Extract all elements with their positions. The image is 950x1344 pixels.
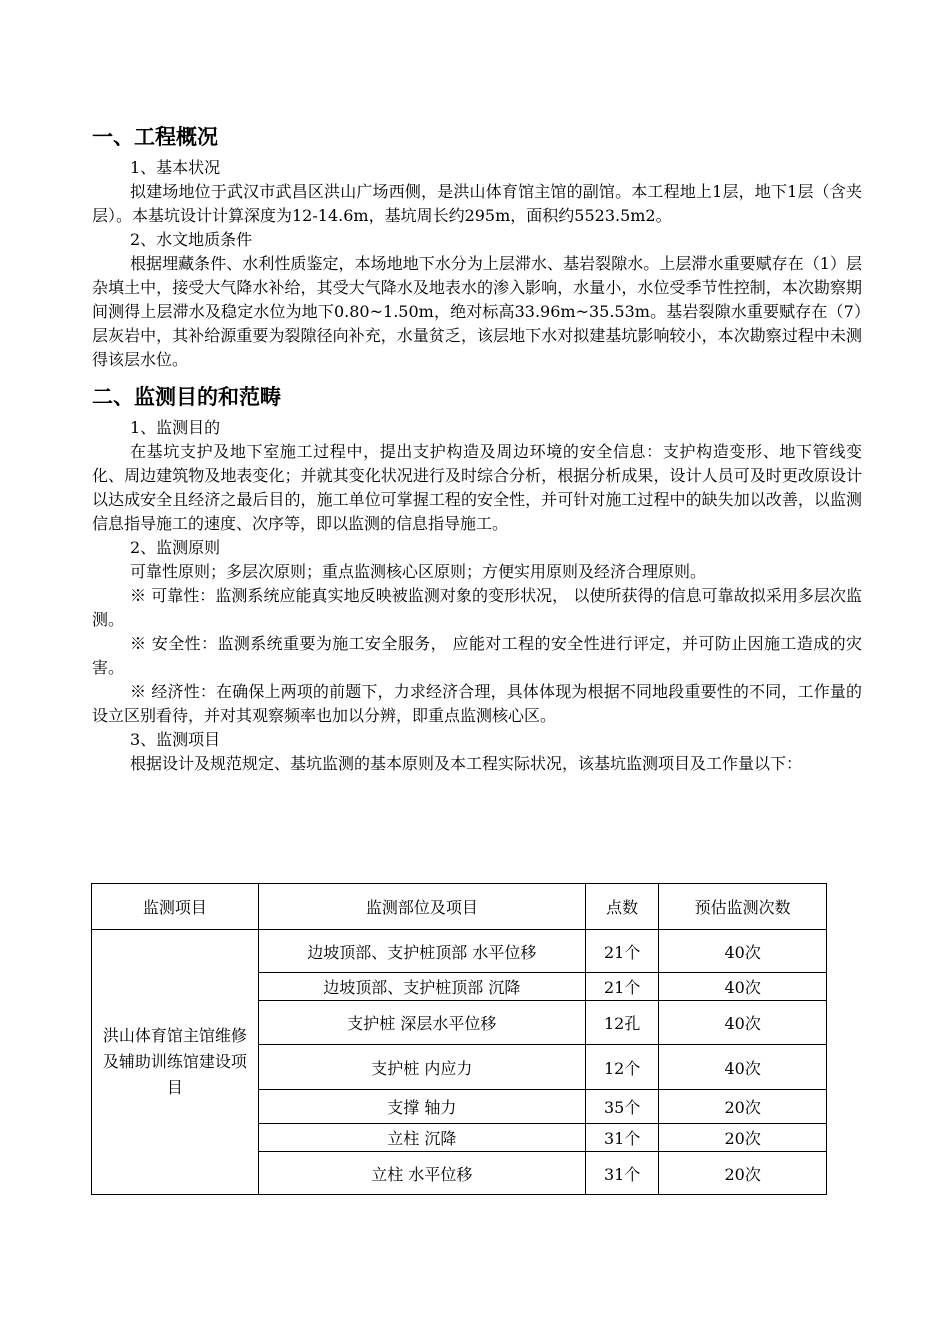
points-cell: 31个 [586,1124,659,1152]
item-cell: 支护桩 深层水平位移 [258,1001,585,1045]
header-project: 监测项目 [92,884,259,930]
note-economy: ※ 经济性：在确保上两项的前题下，力求经济合理，具体体现为根据不同地段重要性的不同，工作量的设立区别看待，并对其观察频率也加以分辨，即重点监测核心区。 [92,682,862,725]
subheading-basic-status: 1、基本状况 [130,158,221,177]
times-cell: 40次 [659,1001,827,1045]
points-cell: 35个 [586,1090,659,1124]
paragraph-items-intro: 根据设计及规范规定、基坑监测的基本原则及本工程实际状况，该基坑监测项目及工作量以下： [130,754,803,773]
section-2-heading: 二、监测目的和范畴 [92,385,281,409]
item-cell: 支撑 轴力 [258,1090,585,1124]
subheading-monitoring-purpose: 1、监测目的 [130,418,221,437]
paragraph-monitoring-purpose: 在基坑支护及地下室施工过程中，提出支护构造及周边环境的安全信息：支护构造变形、地下管线变化、周边建筑物及地表变化；并就其变化状况进行及时综合分析，根据分析成果，设计人员可及时更改原设计以达成安全且经济之最后目的，施工单位可掌握工程的安全性，并可针对施工过程中的缺失加以改善，以监测信息指导施工的速度、次序等，即以监测的信息指导施工。 [92,442,862,533]
times-cell: 40次 [659,973,827,1001]
header-estimated-times: 预估监测次数 [659,884,827,930]
paragraph-hydrogeology: 根据埋藏条件、水利性质鉴定，本场地地下水分为上层滞水、基岩裂隙水。上层滞水重要赋存在（1）层杂填土中，接受大气降水补给，其受大气降水及地表水的渗入影响，水量小，水位受季节性控制，本次勘察期间测得上层滞水及稳定水位为地下0.80~1.50m，绝对标高33.96m~35.53m。基岩裂隙水重要赋存在（7）层灰岩中，其补给源重要为裂隙径向补充，水量贫乏，该层地下水对拟建基坑影响较小，本次勘察过程中未测得该层水位。 [92,254,862,369]
item-cell: 立柱 水平位移 [258,1152,585,1195]
times-cell: 20次 [659,1152,827,1195]
subheading-monitoring-items: 3、监测项目 [130,730,221,749]
header-location-item: 监测部位及项目 [258,884,585,930]
points-cell: 12孔 [586,1001,659,1045]
points-cell: 12个 [586,1045,659,1090]
subheading-monitoring-principles: 2、监测原则 [130,538,221,557]
times-cell: 20次 [659,1090,827,1124]
item-cell: 边坡顶部、支护桩顶部 沉降 [258,973,585,1001]
paragraph-principles-list: 可靠性原则；多层次原则；重点监测核心区原则；方便实用原则及经济合理原则。 [130,562,707,581]
times-cell: 40次 [659,930,827,973]
note-safety: ※ 安全性：监测系统重要为施工安全服务， 应能对工程的安全性进行评定，并可防止因施工造成的灾害。 [92,634,862,677]
paragraph-site-overview: 拟建场地位于武汉市武昌区洪山广场西侧，是洪山体育馆主馆的副馆。本工程地上1层，地下1层（含夹层）。本基坑设计计算深度为12-14.6m，基坑周长约295m，面积约5523.5m2。 [92,182,862,225]
times-cell: 20次 [659,1124,827,1152]
item-cell: 边坡顶部、支护桩顶部 水平位移 [258,930,585,973]
table-header-row [92,884,827,930]
points-cell: 21个 [586,930,659,973]
points-cell: 31个 [586,1152,659,1195]
points-cell: 21个 [586,973,659,1001]
section-1-heading: 一、工程概况 [92,125,218,149]
item-cell: 立柱 沉降 [258,1124,585,1152]
note-reliability: ※ 可靠性：监测系统应能真实地反映被监测对象的变形状况， 以使所获得的信息可靠故拟采用多层次监测。 [92,586,862,629]
project-name-cell: 洪山体育馆主馆维修及辅助训练馆建设项目 [92,930,259,1195]
header-points: 点数 [586,884,659,930]
times-cell: 40次 [659,1045,827,1090]
table-row [92,930,827,973]
item-cell: 支护桩 内应力 [258,1045,585,1090]
document-body [92,122,862,776]
subheading-hydrogeology: 2、水文地质条件 [130,230,253,249]
monitoring-table [91,883,827,1195]
